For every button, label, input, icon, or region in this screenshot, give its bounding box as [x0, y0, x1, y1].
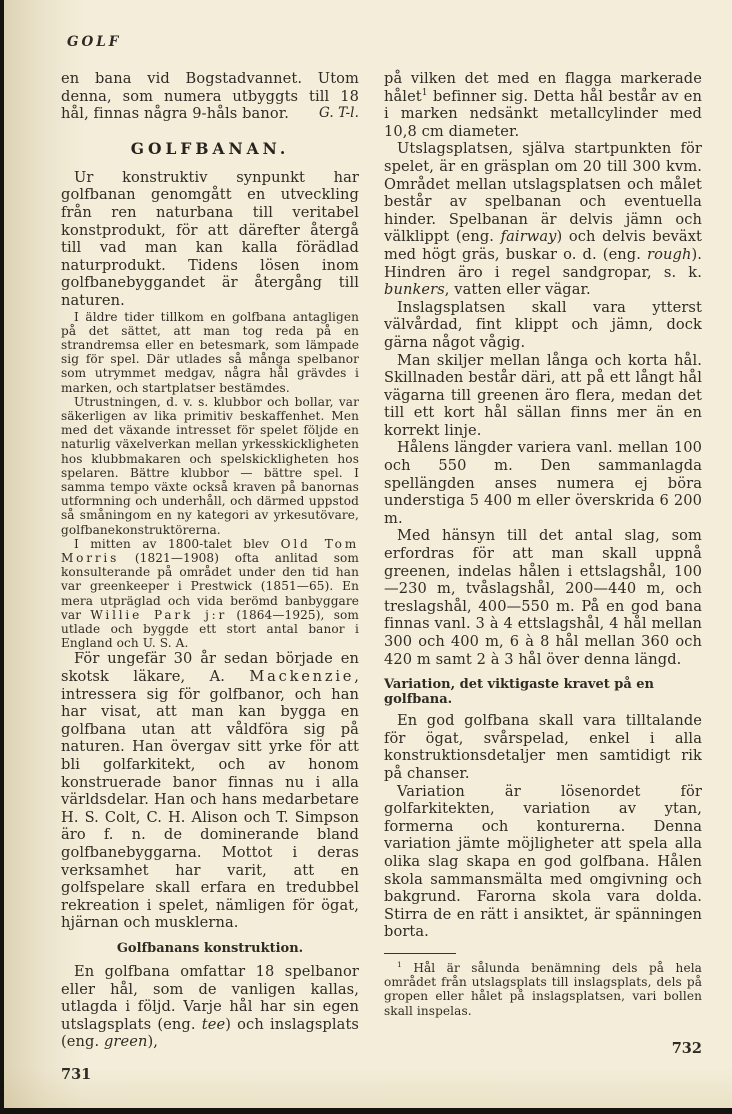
text-run: G. T-l. [318, 105, 359, 122]
text-run: ) och delvis beväxt med högt gräs, buskar o. d. (eng. [384, 228, 702, 263]
paragraph [384, 70, 702, 140]
page-number-right: 732 [671, 1039, 702, 1057]
text-run: Mackenzie [249, 668, 355, 685]
text-run: GOLFBANAN. [130, 138, 290, 158]
text-run: Inslagsplatsen skall vara ytterst välvårdad, fint klippt och jämn, dock gärna något vågig. [384, 298, 702, 351]
text-run: en bana vid Bogstadvannet. Utom denna, som numera utbyggts till 18 hål, finnas några 9-håls banor. [61, 70, 359, 123]
text-run: ) och inslagsplats (eng. [61, 1015, 359, 1051]
text-run: Variation, det viktigaste kravet på en golfbana. [384, 677, 655, 708]
text-run: befinner sig. Detta hål består av en i marken nedsänkt metallcylinder med 10,8 cm diameter. [384, 87, 702, 140]
text-run: Old Tom Morris [61, 536, 359, 565]
sub-heading [61, 941, 359, 956]
paragraph [384, 961, 702, 1018]
text-run: tee [201, 1015, 226, 1033]
page-content [4, 0, 732, 1083]
book-page [4, 0, 732, 1108]
text-run: En golfbana omfattar 18 spelbanor eller hål, som de vanligen kallas, utlagda i följd. Varje hål har sin egen utslagsplats (eng. [61, 962, 359, 1033]
paragraph [384, 299, 702, 352]
text-run: på vilken det med en flagga markerade hålet [384, 70, 702, 105]
paragraph [61, 310, 359, 395]
footnote-rule [384, 953, 456, 954]
text-run: I mitten av 1800-talet blev [74, 536, 281, 551]
paragraph [384, 439, 702, 527]
paragraph [61, 537, 359, 651]
right-column [384, 70, 702, 1083]
running-head: GOLF [67, 34, 122, 50]
sub-heading [384, 677, 702, 707]
text-run: fairway [500, 228, 557, 246]
text-run: Utslagsplatsen, själva startpunkten för spelet, är en gräsplan om 20 till 300 kvm. Området mellan utslagsplatsen och målet består av spelbanan och eventuella hinder. Spelbanan är delvis jämn och välklippt (eng. [384, 140, 702, 246]
text-run: ). Hindren äro i regel sandgropar, s. k. [384, 245, 702, 281]
text-run: , vatten eller vägar. [444, 281, 591, 299]
text-run: Hålens längder variera vanl. mellan 100 och 550 m. Den sammanlagda spellängden anses numera ej böra understiga 5 400 m eller överskrida 6 200 m. [384, 439, 702, 527]
left-column-blocks [61, 70, 359, 1051]
page-number-left: 731 [61, 1065, 92, 1083]
paragraph [384, 712, 702, 782]
text-run: rough [647, 245, 692, 263]
text-run: Willie Park j:r [90, 607, 228, 622]
text-run: 1 [397, 959, 402, 969]
text-run: För ungefär 30 år sedan började en skotsk läkare, A. [61, 650, 359, 685]
paragraph [61, 395, 359, 537]
text-run: Med hänsyn till det antal slag, som erfordras för att man skall uppnå greenen, indelas hålen i ettslagshål, 100—230 m, tvåslagshål, 200—440 m, och treslagshål, 400—550 m. På en god bana finnas vanl. 3 à 4 ettslagshål, 4 hål mellan 300 och 400 m, 6 à 8 hål mellan 360 och 420 m samt 2 à 3 hål över denna längd. [384, 527, 702, 668]
left-column [61, 70, 359, 1083]
right-column-blocks [384, 70, 702, 1018]
text-run: 1 [421, 87, 428, 98]
paragraph [384, 527, 702, 668]
text-run: Variation är lösenordet för golfarkitekten, variation av ytan, formerna och konturerna. Denna variation jämte möjligheter att spela alla olika slag skapa en god golfbana. Hålen skola sammansmälta med omgivning och bakgrund. Farorna skola vara dolda. Stirra de en rätt i ansiktet, är spänningen borta. [384, 782, 702, 941]
text-run: En god golfbana skall vara tilltalande för ögat, svårspelad, enkel i alla konstruktionsdetaljer men samtidigt rik på chanser. [384, 712, 702, 782]
paragraph [61, 169, 359, 310]
text-run: Ur konstruktiv synpunkt har golfbanan genomgått en utveckling från ren naturbana till veritabel konstprodukt, för att därefter återgå till vad man kan kalla förädlad naturprodukt. Tidens lösen inom golfbanebyggandet är återgång till naturen. [61, 168, 359, 309]
text-run: (1821—1908) ofta anlitad som konsulterande på området under den tid han var greenkeeper i Prestwick (1851—65). En mera utpräglad och vida berömd banbyggare var [61, 550, 359, 622]
text-run: (1864—1925), som utlade och byggde ett stort antal banor i England och U. S. A. [61, 607, 359, 651]
text-run: Utrustningen, d. v. s. klubbor och bollar, var säkerligen av lika primitiv beskaffenhet. Men med det växande intresset för spelet följde en naturlig växelverkan mellan yrkesskickligheten hos klubbmakaren och spelskickligheten hos spelaren. Bättre klubbor — bättre spel. I samma tempo växte också kraven på banornas utformning och underhåll, och därmed uppstod så småningom en ny kategori av yrkesutövare, golfbanekonstruktörerna. [61, 394, 359, 537]
two-column-layout [61, 70, 703, 1083]
text-run: Golfbanans konstruktion. [116, 940, 304, 956]
text-run: , intressera sig för golfbanor, och han har visat, att man kan bygga en golfbana utan att våldföra sig på naturen. Han övergav sitt yrke för att bli golfarkitekt, och av honom konstruerade banor finnas nu i alla världsdelar. Han och hans medarbetare H. S. Colt, C. H. Alison och T. Simpson äro f. n. de dominerande bland golfbanebyggarna. Mottot i deras verksamhet har varit, att en golfspelare skall erfara en tredubbel rekreation i spelet, nämligen för ögat, hjärnan och musklerna. [61, 668, 359, 932]
paragraph [61, 963, 359, 1051]
paragraph [61, 650, 359, 932]
paragraph [384, 352, 702, 440]
text-run: I äldre tider tillkom en golfbana antagligen på det sättet, att man tog reda på en strandremsa eller en betesmark, som lämpade sig för spel. Där utlades så många spelbanor som utrymmet medgav, några hål grävdes i marken, och startplatser bestämdes. [61, 309, 359, 395]
text-run: green [103, 1033, 148, 1051]
text-run: ), [147, 1033, 158, 1051]
text-run: Hål är sålunda benämning dels på hela området från utslagsplats till inslagsplats, dels på gropen eller hålet på inslagsplatsen, vari bollen skall inspelas. [384, 960, 702, 1018]
section-heading [61, 139, 359, 158]
paragraph [384, 783, 702, 941]
paragraph [384, 140, 702, 298]
text-run: Man skiljer mellan långa och korta hål. Skillnaden består däri, att på ett långt hål vägarna till greenen äro flera, medan det till ett kort hål sällan finns mer än en korrekt linje. [384, 351, 702, 439]
paragraph [61, 70, 359, 123]
text-run: bunkers [384, 281, 445, 299]
